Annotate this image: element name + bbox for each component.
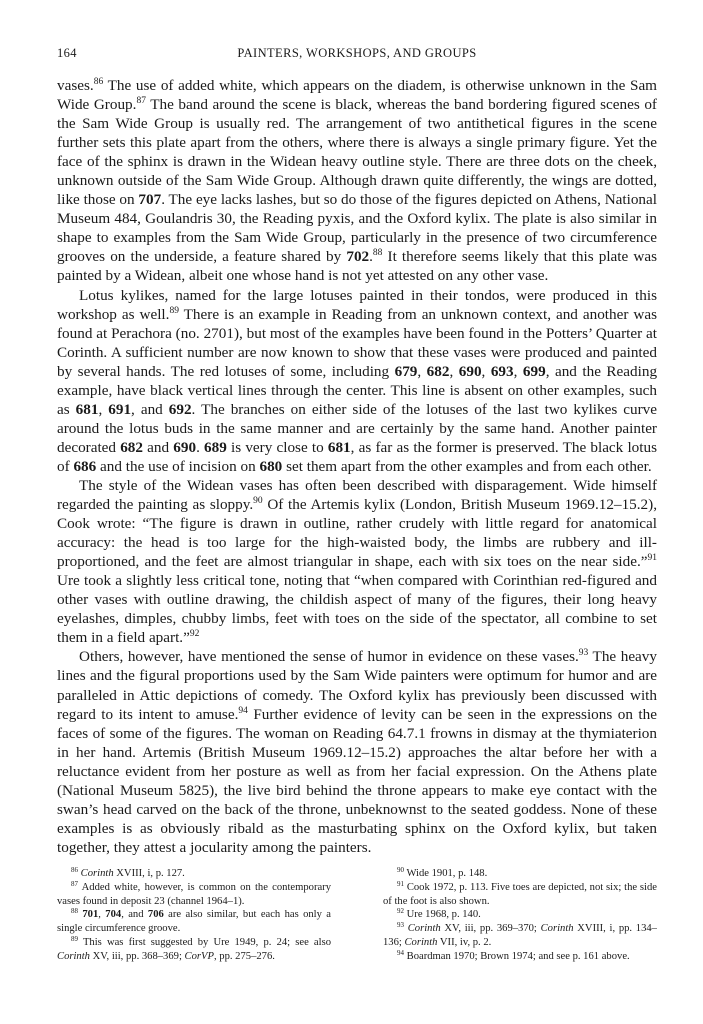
footnote-ref[interactable]: 86 (93, 77, 104, 87)
footnote-91: $^{91}$ Cook 1972, p. 113. Five toes are depicted, not six; the side of the foot is also shown. (383, 879, 657, 907)
running-header (57, 46, 657, 64)
footnote-92: $^{92}$ Ure 1968, p. 140. (397, 907, 481, 921)
catalogue-number: 699 (522, 362, 546, 380)
footnote-90: $^{90}$ Wide 1901, p. 148. (397, 866, 488, 879)
footnote-ref[interactable]: 88 (372, 248, 383, 259)
paragraph-2: Lotus kylikes, named for the large lotuses painted in their tondos, were produced in this workshop as well.$^{89}$ There is an example in Reading from an unknown context, and another was found at Perachora (no. 2701), but most of the examples have been found in the Potters’ Quarter at Corinth. A sufficient number are now known to show that these vases were produced and painted by several hands. The red lotuses of some, including 679, 682, 690, 693, 699, and the Reading example, have black vertical lines through the center. This line is absent on other examples, such as 681, 691, and 692. The branches on either side of the lotuses of the last two kylikes curve around the lotus buds in the same manner and are certainly by the same hand. Another painter decorated 682 and 690. 689 is very close to 681, as far as the former is preserved. The black lotus of 686 and the use of incision on 680 set them apart from the other examples and from each other. (57, 286, 658, 475)
catalogue-number: 702 (346, 248, 370, 266)
footnote-ref[interactable]: 89 (169, 305, 179, 316)
catalogue-number: 693 (490, 362, 514, 380)
footnote-ref[interactable]: 87 (136, 96, 146, 107)
footnote-89: $^{89}$ This was first suggested by Ure 1949, p. 24; see also Corinth XV, iii, pp. 368–369; CorVP, pp. 275–276. (57, 934, 331, 962)
catalogue-number: 690 (173, 438, 197, 456)
footnotes-left-column (57, 867, 331, 964)
footnote-ref[interactable]: 90 (253, 496, 263, 507)
footnote-94: $^{94}$ Boardman 1970; Brown 1974; and see p. 161 above. (397, 948, 630, 962)
catalogue-number: 682 (120, 438, 143, 456)
catalogue-number: 692 (168, 400, 192, 418)
running-title: PAINTERS, WORKSHOPS, AND GROUPS (237, 46, 477, 60)
footnote-ref[interactable]: 92 (189, 629, 200, 640)
footnote-87: $^{87}$ Added white, however, is common on the contemporary vases found in deposit 23 (channel 1964–1). (57, 879, 331, 907)
catalogue-number: 682 (426, 362, 450, 380)
catalogue-number: 681 (327, 438, 351, 456)
catalogue-number: 691 (108, 400, 132, 418)
paragraph-3: The style of the Widean vases has often been described with disparagement. Wide himself regarded the painting as sloppy.$^{90}$ Of the Artemis kylix (London, British Museum 1969.12–15.2), Cook wrote: “The figure is drawn in outline, rather crudely with little regard for anatomical accuracy: the head is too large for the high-waisted body, the limbs are rubbery and ill-proportioned, and the feet are almost triangular in shape, each with six toes on the near side.”$^{91}$ Ure took a slightly less critical tone, noting that “when compared with Corinthian red-figured and other vases with outline drawing, the childish aspect of many of the figures, their long heavy eyelashes, dimples, chubby limbs, feet with toes on the side of the spectator, all combine to set them in a field apart.”$^{92}$ (57, 476, 657, 647)
footnote-88: $^{88}$ 701, 704, and 706 are also similar, but each has only a single circumference groove. (57, 907, 332, 935)
paragraph-4: Others, however, have mentioned the sense of humor in evidence on these vases.$^{93}$ The heavy lines and the figural proportions used by the Sam Wide painters were optimum for humor and are paralleled in Attic depictions of comedy. The Oxford kylix has previously been discussed with regard to its intent to amuse.$^{94}$ Further evidence of levity can be seen in the expressions on the faces of some of the figures. The woman on Reading 64.7.1 frowns in dismay at the thymiaterion in her hand. Artemis (British Museum 1969.12–15.2) approaches the altar before her with a reluctance evident from her posture as well as from her facial expression. On the Athens plate (National Museum 5825), the live bird behind the throne appears to make eye contact with the swan’s head carved on the back of the throne, unbeknownst to the seated goddess. None of these examples is as obviously ribald as the masturbating sphinx on the Oxford kylix, but taken together, they attest a jocularity among the painters. (57, 648, 657, 856)
catalogue-number: 679 (394, 362, 418, 380)
paragraph-1: vases.$^{86}$ The use of added white, which appears on the diadem, is otherwise unknown in the Sam Wide Group.$^{87}$ The band around the scene is black, whereas the band bordering figured scenes of the Sam Wide Group is usually red. The arrangement of two antithetical figures in the scene further sets this plate apart from the others, where there is always a single primary figure. Yet the face of the sphinx is drawn in the Widean heavy outline style. There are three dots on the cheek, unknown outside of the Sam Wide Group. Although drawn quite differently, the wings are dotted, like those on 707. The eye lacks lashes, but so do those of the figures depicted on Athens, National Museum 484, Goulandris 30, the Reading pyxis, and the Oxford kylix. The plate is also similar in shape to examples from the Sam Wide Group, particularly in the presence of two circumference grooves on the underside, a feature shared by 702.88 It therefore seems likely that this plate was painted by a Widean, albeit one whose hand is not yet attested on any other vase. (57, 77, 658, 285)
footnote-86: $^{86}$ Corinth XVIII, i, p. 127. (71, 866, 185, 879)
catalogue-number: 690 (458, 362, 482, 380)
page-number: 164 (57, 46, 77, 60)
footnote-ref[interactable]: 93 (578, 648, 589, 659)
footnotes (57, 867, 657, 964)
footnote-ref[interactable]: 91 (647, 553, 657, 564)
footnote-93: $^{93}$ Corinth XV, iii, pp. 369–370; Corinth XVIII, i, pp. 134–136; Corinth VII, iv, p. 2. (383, 921, 657, 948)
catalogue-number: 681 (75, 400, 99, 418)
catalogue-number: 707 (138, 191, 162, 209)
catalogue-number: 686 (73, 457, 97, 475)
catalogue-number: 680 (259, 457, 283, 475)
footnote-ref[interactable]: 94 (238, 705, 248, 716)
footnotes-right-column (383, 867, 657, 964)
catalogue-number: 689 (204, 438, 227, 456)
main-text (57, 76, 657, 857)
